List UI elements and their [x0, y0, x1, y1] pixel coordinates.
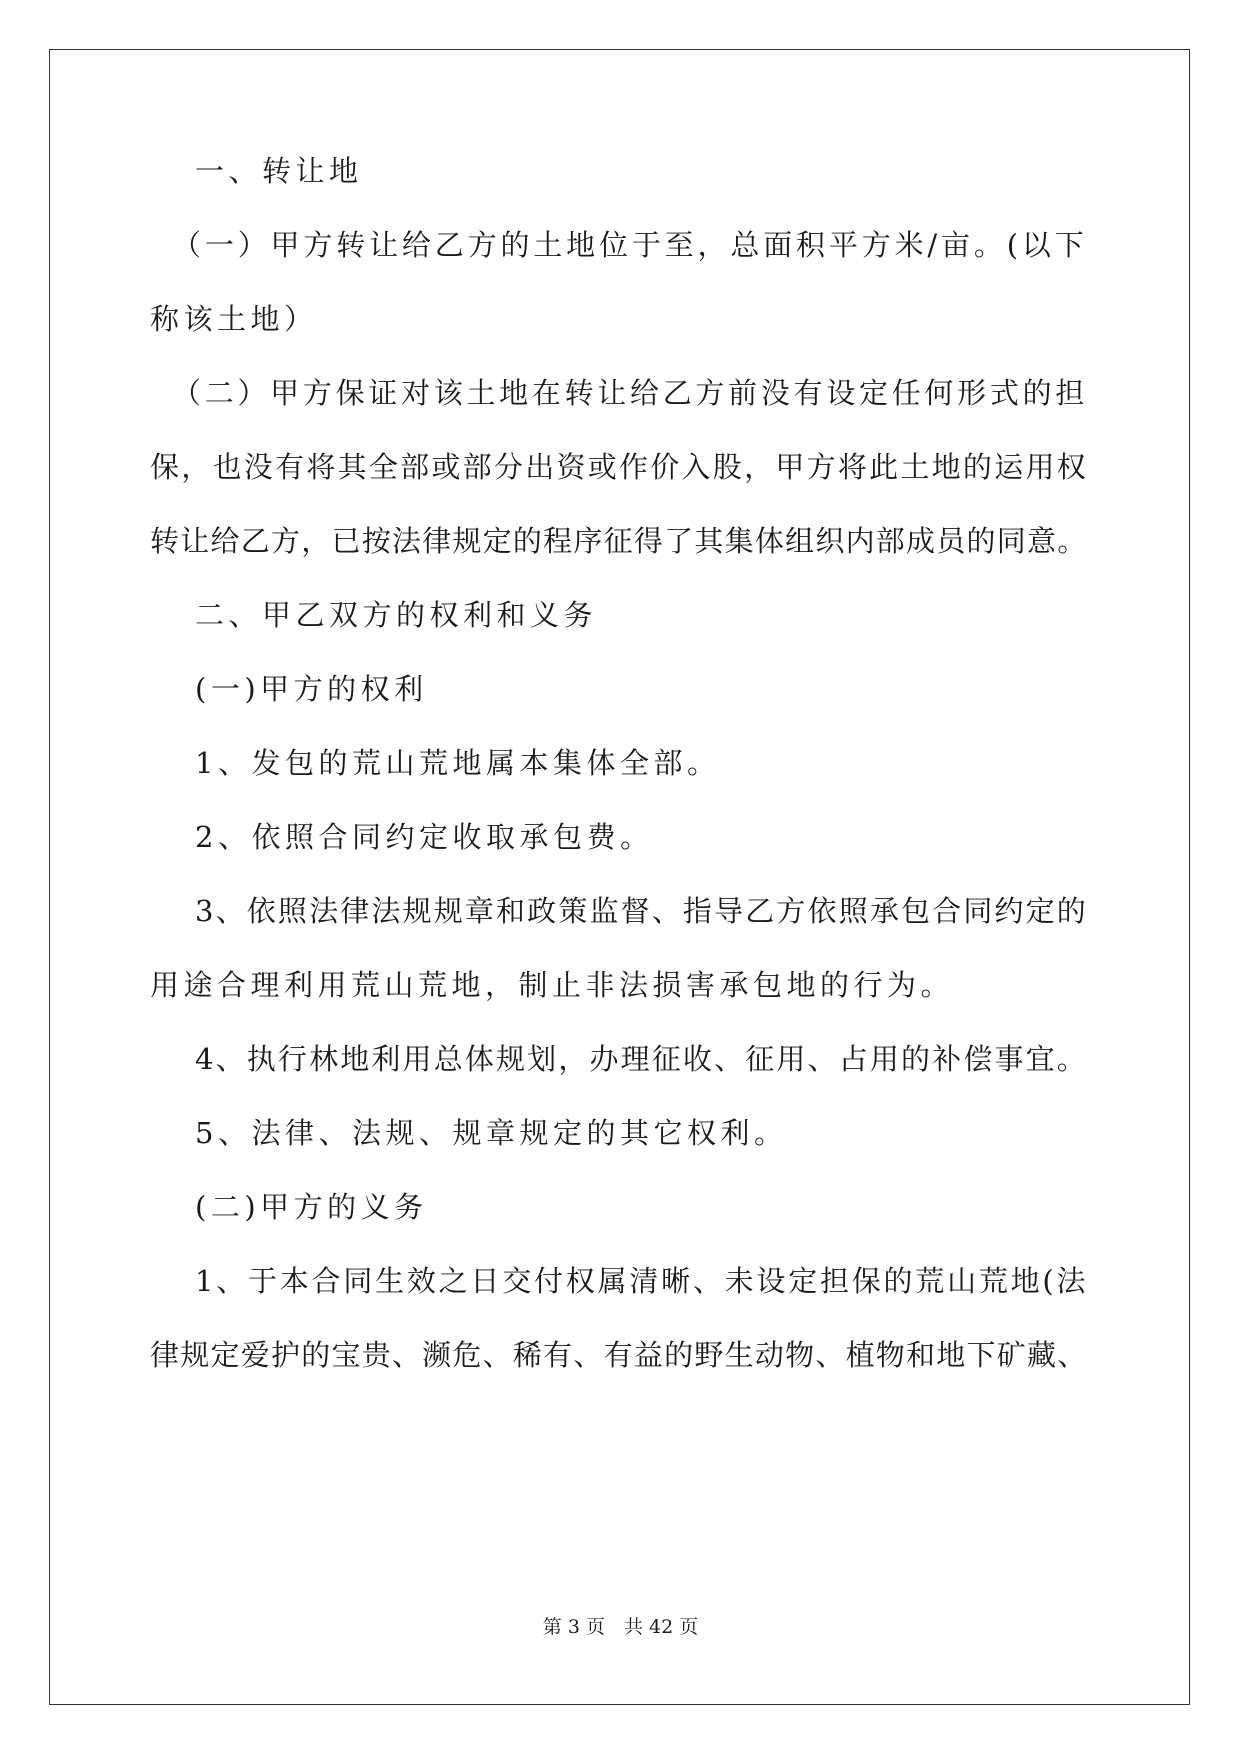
paragraph-line: （一）甲方转让给乙方的土地位于至，总面积平方米/亩。(以下 — [172, 228, 1088, 262]
paragraph-line: 保，也没有将其全部或部分出资或作价入股，甲方将此土地的运用权 — [150, 450, 1089, 484]
paragraph-line: 转让给乙方，已按法律规定的程序征得了其集体组织内部成员的同意。 — [150, 524, 1088, 558]
paragraph-line: （二）甲方保证对该土地在转让给乙方前没有设定任何形式的担 — [172, 376, 1089, 410]
paragraph-line: 用途合理利用荒山荒地，制止非法损害承包地的行为。 — [150, 968, 955, 1002]
list-item: 4、执行林地利用总体规划，办理征收、征用、占用的补偿事宜。 — [195, 1042, 1088, 1076]
page-number-footer: 第 3 页 共 42 页 — [542, 1616, 699, 1638]
list-item: 5、法律、法规、规章规定的其它权利。 — [195, 1116, 788, 1150]
paragraph-heading: 二、甲乙双方的权利和义务 — [195, 598, 598, 632]
paragraph-heading: (一)甲方的权利 — [195, 672, 428, 706]
paragraph-line: 称该土地） — [150, 302, 318, 336]
paragraph-heading: 一、转让地 — [195, 154, 363, 188]
list-item: 3、依照法律法规规章和政策监督、指导乙方依照承包合同约定的 — [195, 894, 1088, 928]
paragraph-line: 律规定爱护的宝贵、濒危、稀有、有益的野生动物、植物和地下矿藏、 — [150, 1338, 1088, 1372]
list-item: 2、依照合同约定收取承包费。 — [195, 820, 654, 854]
list-item: 1、于本合同生效之日交付权属清晰、未设定担保的荒山荒地(法 — [195, 1264, 1089, 1298]
page-border — [49, 49, 1190, 1705]
paragraph-heading: (二)甲方的义务 — [195, 1190, 428, 1224]
list-item: 1、发包的荒山荒地属本集体全部。 — [195, 746, 721, 780]
